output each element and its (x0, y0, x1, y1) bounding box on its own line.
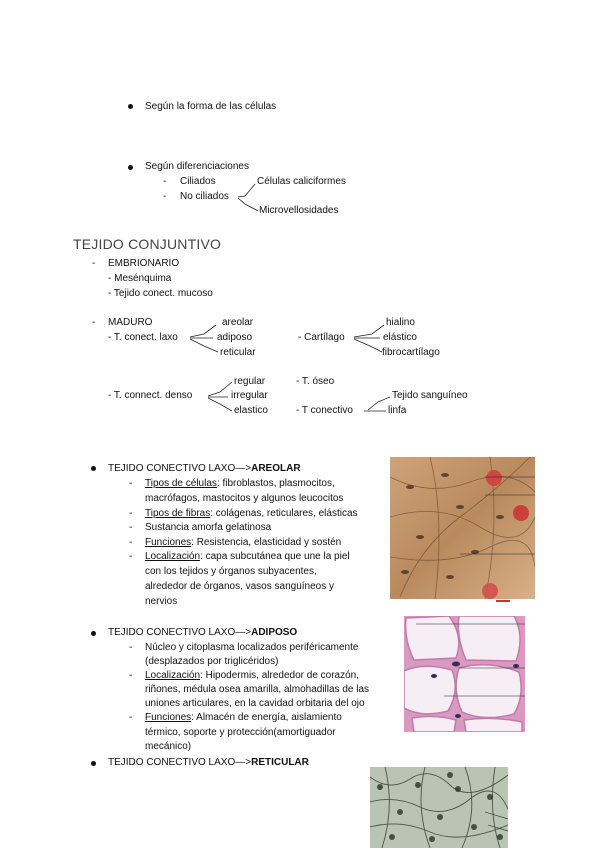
areolar-localizacion-3: alrededor de órganos, vasos sanguíneos y (145, 581, 335, 592)
adiposo-funciones: Funciones: Almacén de energía, aislamiento (145, 712, 342, 723)
embrionario-item: - Mesénquima (108, 273, 172, 284)
dash: - (129, 712, 133, 723)
bullet (91, 631, 96, 636)
dash: - (129, 537, 133, 548)
cartilago-item: elástico (383, 332, 417, 343)
denso-label: - T. connect. denso (108, 390, 193, 401)
embrionario-title: EMBRIONARIO (108, 258, 180, 269)
dash: - (129, 642, 133, 653)
denso-item: irregular (231, 390, 268, 401)
bullet (91, 466, 96, 471)
dash: - (92, 317, 96, 328)
connector-reticular (190, 339, 218, 352)
item-ciliados: Ciliados (180, 176, 216, 187)
areolar-localizacion: Localización: capa subcutánea que une la piel (145, 551, 350, 562)
bullet (128, 165, 133, 170)
bullet (128, 104, 133, 109)
connector-sanguineo (368, 397, 390, 410)
connector-caliciformes (238, 184, 255, 197)
reticular-title: TEJIDO CONECTIVO LAXO—>RETICULAR (108, 757, 309, 768)
conectivo-item: linfa (388, 405, 407, 416)
adiposo-nucleo-2: (desplazados por triglicéridos) (145, 656, 279, 667)
cartilago-item: hialino (386, 317, 415, 328)
areolar-micrograph (390, 457, 535, 599)
bullet (91, 761, 96, 766)
connector-microvellosidades (238, 198, 258, 211)
connector-regular (208, 382, 232, 396)
adiposo-funciones-2: térmico, soporte y protección(amortiguador (145, 727, 336, 738)
denso-item: elastico (234, 405, 268, 416)
laxo-item: reticular (220, 347, 256, 358)
areolar-tipos-celulas-2: macrófagos, mastocitos y algunos leucocitos (145, 493, 344, 504)
item-no-ciliados: No ciliados (180, 191, 229, 202)
conectivo-item: Tejido sanguíneo (392, 390, 468, 401)
adiposo-title: TEJIDO CONECTIVO LAXO—>ADIPOSO (108, 627, 298, 638)
connector-fibrocartilago (354, 339, 382, 352)
areolar-localizacion-4: nervios (145, 596, 178, 607)
reticular-micrograph (370, 767, 508, 848)
item-caliciformes: Células caliciformes (257, 176, 346, 187)
dash: - (163, 176, 167, 187)
adiposo-micrograph (404, 616, 525, 732)
connector-elastico-denso (208, 398, 232, 411)
areolar-funciones: Funciones: Resistencia, elasticidad y sostén (145, 537, 342, 548)
areolar-sustancia: Sustancia amorfa gelatinosa (145, 522, 272, 533)
areolar-tipos-celulas: Tipos de células: fibroblastos, plasmocitos, (145, 478, 335, 489)
maduro-title: MADURO (108, 317, 153, 328)
areolar-localizacion-2: con los tejidos y órganos subyacentes, (145, 566, 317, 577)
connector-areolar (190, 325, 216, 337)
oseo-label: - T. óseo (296, 376, 335, 387)
laxo-label: - T. conect. laxo (108, 332, 178, 343)
adiposo-localizacion-3: uniones articulares, en la cavidad orbitaria del ojo (145, 698, 365, 709)
adiposo-nucleo: Núcleo y citoplasma localizados periféricamente (145, 642, 359, 653)
adiposo-funciones-3: mecánico) (145, 741, 192, 752)
cartilago-item: fibrocartílago (382, 347, 440, 358)
conectivo-label: - T conectivo (296, 405, 353, 416)
scale-bar (496, 600, 510, 602)
dash: - (129, 522, 133, 533)
embrionario-item: - Tejido conect. mucoso (108, 288, 213, 299)
item-forma-celulas: Según la forma de las células (145, 101, 277, 112)
item-diferenciaciones: Según diferenciaciones (145, 161, 249, 172)
section-heading: TEJIDO CONJUNTIVO (73, 236, 222, 252)
adiposo-localizacion: Localización: Hipodermis, alrededor de corazón, (145, 670, 360, 681)
areolar-title: TEJIDO CONECTIVO LAXO—>AREOLAR (108, 463, 301, 474)
dash: - (163, 191, 167, 202)
dash: - (129, 551, 133, 562)
dash: - (129, 508, 133, 519)
item-microvellosidades: Microvellosidades (259, 205, 339, 216)
laxo-item: adiposo (217, 332, 253, 343)
areolar-tipos-fibras: Tipos de fibras: colágenas, reticulares, elásticas (145, 508, 358, 519)
cartilago-label: - Cartílago (298, 332, 345, 343)
laxo-item: areolar (222, 317, 254, 328)
denso-item: regular (234, 376, 266, 387)
dash: - (129, 478, 133, 489)
dash: - (92, 258, 96, 269)
connector-hialino (354, 325, 384, 337)
dash: - (129, 670, 133, 681)
adiposo-localizacion-2: riñones, médula osea amarilla, almohadillas de las (145, 684, 370, 695)
